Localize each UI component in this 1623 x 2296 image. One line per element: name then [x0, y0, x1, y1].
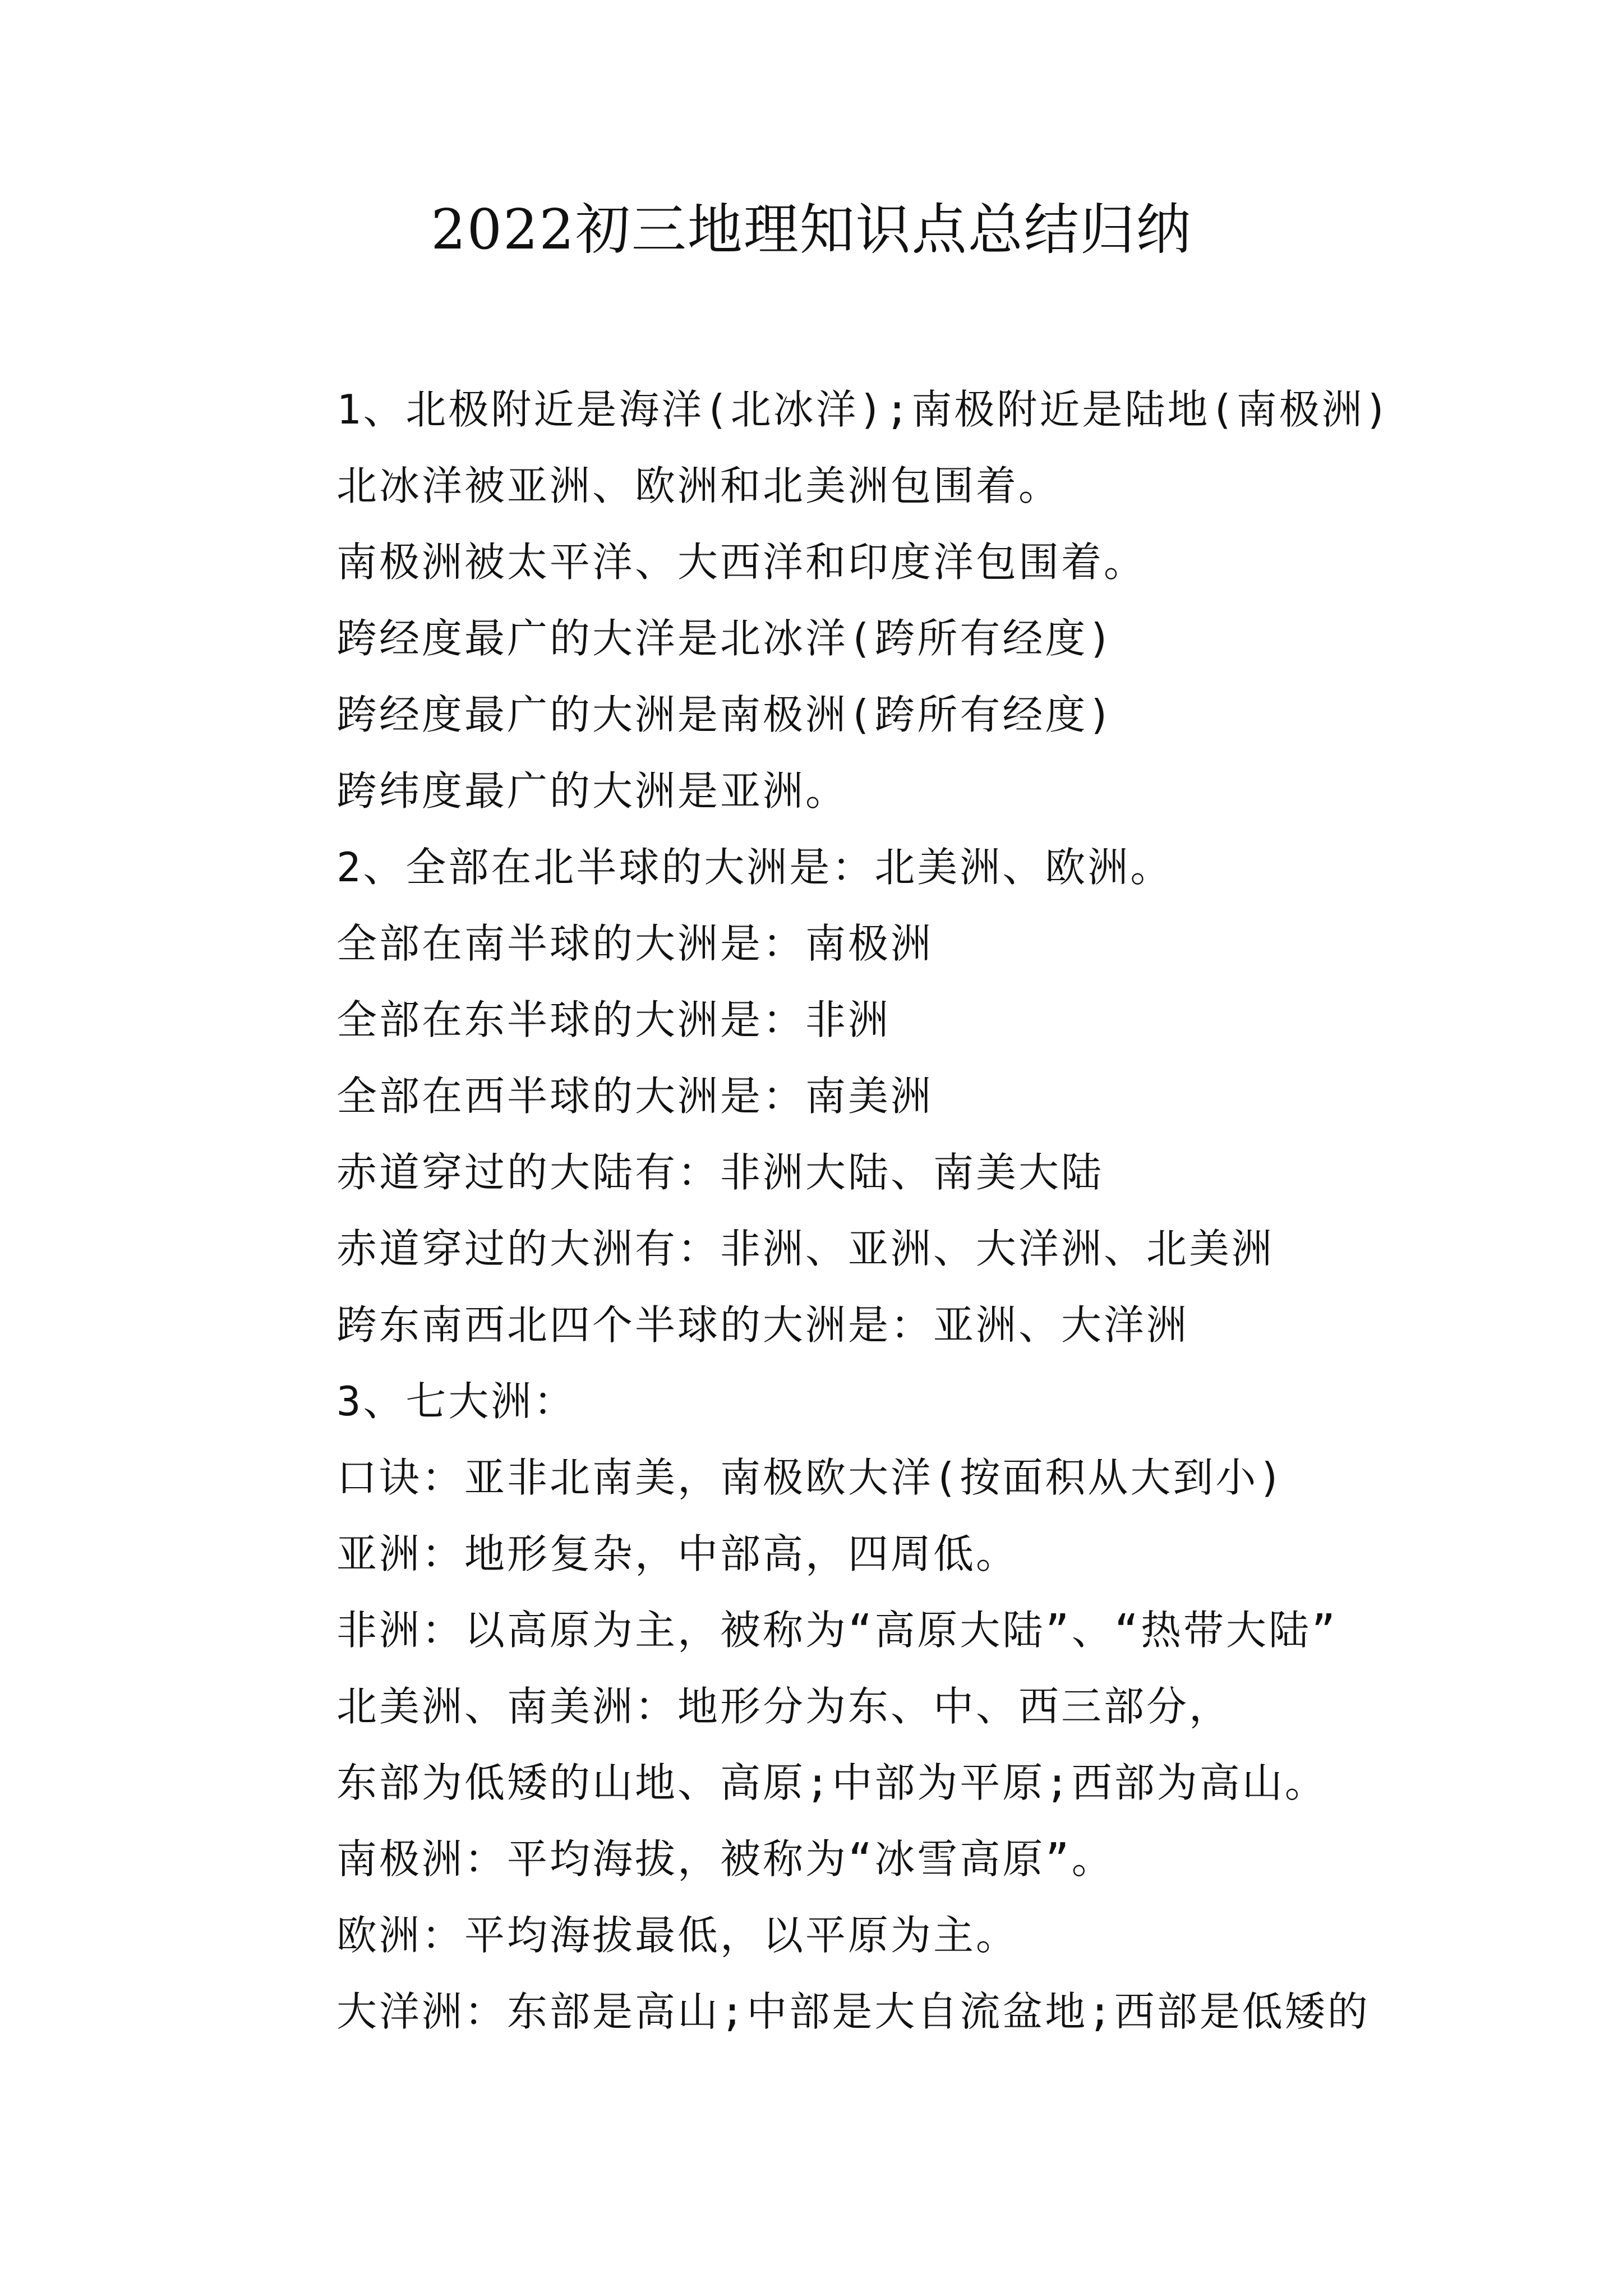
body-line: 亚洲：地形复杂，中部高，四周低。 [336, 1530, 1019, 1577]
body-line: 跨经度最广的大洋是北冰洋(跨所有经度) [336, 615, 1114, 662]
body-line: 1、北极附近是海洋(北冰洋);南极附近是陆地(南极洲) [336, 386, 1391, 433]
body-line: 北冰洋被亚洲、欧洲和北美洲包围着。 [336, 462, 1062, 509]
body-line: 赤道穿过的大洲有：非洲、亚洲、大洋洲、北美洲 [336, 1225, 1275, 1272]
body-line: 欧洲：平均海拔最低，以平原为主。 [336, 1912, 1019, 1959]
body-line: 全部在西半球的大洲是：南美洲 [336, 1073, 934, 1120]
body-line: 全部在南半球的大洲是：南极洲 [336, 920, 934, 967]
body-line: 口诀：亚非北南美，南极欧大洋(按面积从大到小) [336, 1454, 1285, 1501]
body-line: 全部在东半球的大洲是：非洲 [336, 996, 891, 1043]
body-line: 跨东南西北四个半球的大洲是：亚洲、大洋洲 [336, 1301, 1189, 1349]
body-line: 北美洲、南美洲：地形分为东、中、西三部分， [336, 1683, 1232, 1730]
body-line: 2、全部在北半球的大洲是：北美洲、欧洲。 [336, 844, 1173, 891]
body-line: 3、七大洲： [336, 1378, 577, 1425]
body-line: 南极洲被太平洋、大西洋和印度洋包围着。 [336, 539, 1147, 586]
body-line: 大洋洲：东部是高山;中部是大自流盆地;西部是低矮的 [336, 1988, 1370, 2035]
body-line: 非洲：以高原为主，被称为“高原大陆”、“热带大陆” [336, 1607, 1338, 1654]
document-title: 2022初三地理知识点总结归纳 [431, 198, 1192, 262]
body-line: 东部为低矮的山地、高原;中部为平原;西部为高山。 [336, 1759, 1327, 1806]
body-line: 跨经度最广的大洲是南极洲(跨所有经度) [336, 691, 1114, 738]
body-line: 跨纬度最广的大洲是亚洲。 [336, 767, 849, 815]
document-body [336, 371, 1537, 2050]
body-line: 赤道穿过的大陆有：非洲大陆、南美大陆 [336, 1149, 1104, 1196]
body-line: 南极洲：平均海拔，被称为“冰雪高原”。 [336, 1835, 1114, 1883]
